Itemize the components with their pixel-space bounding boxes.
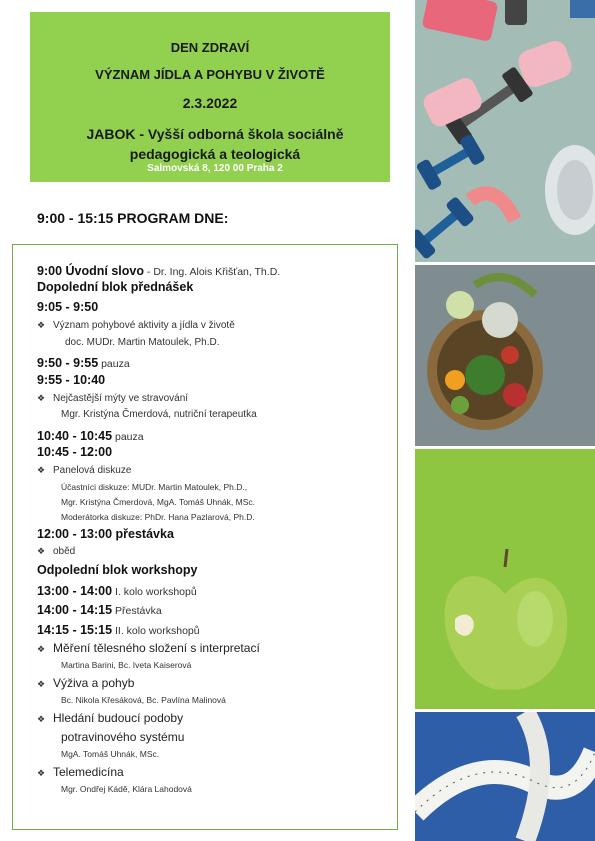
workshop-leaders: Mgr. Ondřej Kádě, Klára Lahodová [61,784,192,794]
panel-participants: Mgr. Kristýna Čmerdová, MgA. Tomáš Uhnák, MSc. [61,497,255,507]
event-subtitle: VÝZNAM JÍDLA A POHYBU V ŽIVOTĚ [95,67,325,82]
agenda-time: 9:55 - 10:40 [37,373,106,387]
agenda-time: 10:40 - 10:45 [37,429,113,443]
agenda-time: 13:00 - 14:00 [37,584,113,598]
bullet-icon: ❖ [37,714,46,724]
agenda-opening [37,262,280,280]
workshop-leaders: Martina Barini, Bc. Iveta Kaiserová [61,660,192,670]
agenda-note: pauza [112,431,144,443]
bullet-icon: ❖ [37,679,46,689]
fitness-equipment-photo [415,0,595,262]
bullet-icon: ❖ [37,393,46,403]
agenda-slot [37,582,197,600]
bullet-icon: ❖ [37,465,46,475]
workshop-item [37,711,183,725]
vegetable-basket-photo [415,265,595,446]
workshop-title: Telemedicína [53,765,124,779]
bullet-icon: ❖ [37,768,46,778]
agenda-time: 14:00 - 14:15 [37,603,113,617]
bullet-icon: ❖ [37,644,46,654]
agenda-note: II. kolo workshopů [112,625,200,637]
agenda-time: 9:00 Úvodní slovo [37,264,144,278]
workshop-item [37,641,260,655]
workshop-item [37,765,124,779]
bullet-icon: ❖ [37,320,46,330]
workshop-leaders: MgA. Tomáš Uhnák, MSc. [61,749,160,759]
block-heading-afternoon: Odpolední blok workshopy [37,563,198,577]
agenda-note: I. kolo workshopů [112,586,197,598]
workshop-title: Hledání budoucí podoby [53,711,184,725]
agenda-time: 10:45 - 12:00 [37,445,113,459]
agenda-item [37,320,235,331]
agenda-break [37,427,144,445]
agenda-slot [37,601,162,619]
address: Salmovská 8, 120 00 Praha 2 [147,163,283,174]
agenda-item-title: oběd [53,546,76,557]
organizer-line-2: pedagogická a teologická [129,146,301,162]
panel-participants: Účastníci diskuze: MUDr. Martin Matoulek, Ph.D., [61,482,248,492]
agenda-note: - Dr. Ing. Alois Křišťan, Th.D. [143,266,281,278]
header-box [30,12,390,182]
event-title: DEN ZDRAVÍ [170,40,250,55]
panel-moderator: Moderátorka diskuze: PhDr. Hana Pazlarová, Ph.D. [61,512,255,522]
agenda-note: Přestávka [112,605,162,617]
apple-photo [415,449,595,709]
organizer [40,124,390,164]
agenda-break [37,354,130,372]
bullet-icon: ❖ [37,546,46,556]
workshop-title-cont: potravinového systému [61,730,185,744]
agenda-item [37,546,75,557]
agenda-item-title: Nejčastější mýty ve stravování [53,393,189,404]
workshop-title: Měření tělesného složení s interpretací [53,641,260,655]
workshop-leaders: Bc. Nikola Křesáková, Bc. Pavlína Malinová [61,695,226,705]
program-title: 9:00 - 15:15 PROGRAM DNE: [37,210,229,226]
agenda-note: pauza [98,358,130,370]
block-heading-morning: Dopolední blok přednášek [37,280,194,294]
agenda-time: 14:15 - 15:15 [37,623,113,637]
program-box [12,244,398,830]
agenda-item-title: Význam pohybové aktivity a jídla v životě [53,320,235,331]
agenda-speaker: Mgr. Kristýna Čmerdová, nutriční terapeutka [61,409,257,420]
agenda-slot [37,621,200,639]
agenda-time: 9:05 - 9:50 [37,300,99,314]
agenda-item [37,393,188,404]
agenda-time: 12:00 - 13:00 přestávka [37,527,174,541]
workshop-title: Výživa a pohyb [53,676,135,690]
agenda-speaker: doc. MUDr. Martin Matoulek, Ph.D. [65,337,220,348]
agenda-item-title: Panelová diskuze [53,465,132,476]
agenda-item [37,465,131,476]
organizer-line-1: JABOK - Vyšší odborná škola sociálně [86,126,344,142]
event-date: 2.3.2022 [182,95,238,111]
agenda-time: 9:50 - 9:55 [37,356,99,370]
workshop-item [37,676,134,690]
measuring-tape-photo [415,712,595,841]
